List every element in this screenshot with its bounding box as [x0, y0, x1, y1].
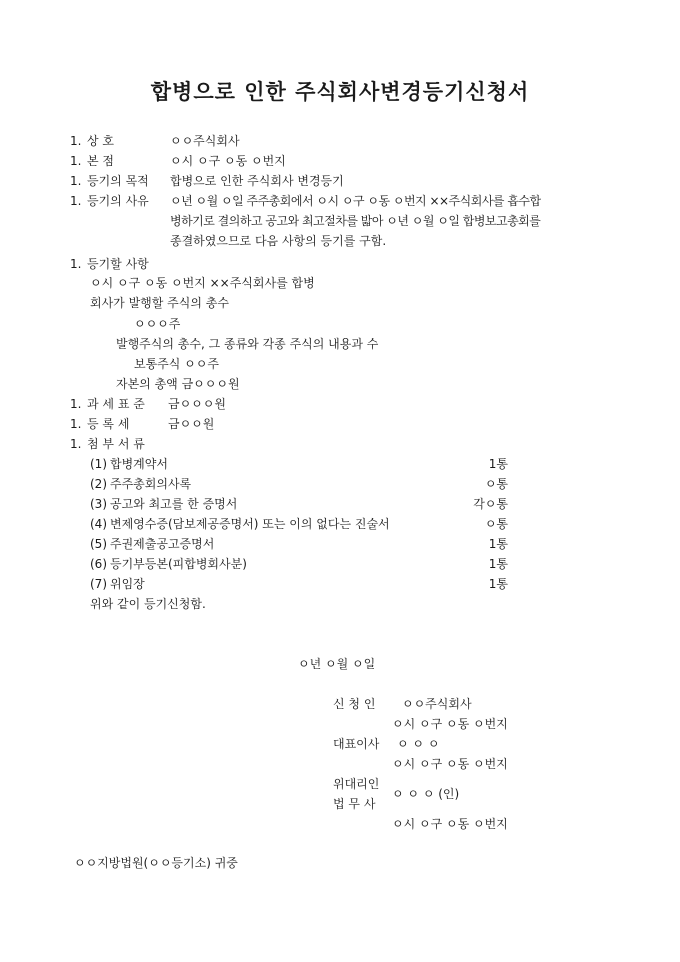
attachment-count: 1통	[488, 457, 508, 471]
attachment-name: 합병계약서	[110, 457, 168, 471]
cause-line: ㅇ년 ㅇ월 ㅇ일 주주총회에서 ㅇ시 ㅇ구 ㅇ동 ㅇ번지 ××주식회사를 흡수합	[170, 194, 541, 208]
matters-line: 발행주식의 총수, 그 종류와 각종 주식의 내용과 수	[116, 337, 379, 351]
attachment-number: (3)	[90, 497, 107, 511]
attachment-name: 위임장	[110, 577, 145, 591]
item-marker: 1.	[70, 257, 82, 271]
trade-name-value: ㅇㅇ주식회사	[170, 134, 240, 148]
purpose-label: 등기의 목적	[87, 174, 149, 188]
attachment-count: ㅇ통	[484, 517, 508, 531]
attachment-name: 등기부등본(피합병회사분)	[110, 557, 247, 571]
application-date: ㅇ년 ㅇ월 ㅇ일	[298, 657, 376, 671]
applicant-name: ㅇㅇ주식회사	[402, 697, 472, 711]
item-marker: 1.	[70, 154, 82, 168]
attachment-number: (6)	[90, 557, 107, 571]
item-marker: 1.	[70, 417, 82, 431]
representative-address: ㅇ시 ㅇ구 ㅇ동 ㅇ번지	[392, 757, 508, 771]
agent-title: 법 무 사	[333, 797, 376, 811]
cause-line: 종결하였으므로 다음 사항의 등기를 구함.	[170, 234, 387, 248]
attachment-name: 변제영수증(담보제공증명서) 또는 이의 없다는 진술서	[110, 517, 390, 531]
agent-address: ㅇ시 ㅇ구 ㅇ동 ㅇ번지	[392, 817, 508, 831]
agent-name: ㅇ ㅇ ㅇ (인)	[392, 787, 460, 801]
attachment-number: (5)	[90, 537, 107, 551]
attachment-number: (2)	[90, 477, 107, 491]
trade-name-label: 상 호	[87, 134, 114, 148]
attachment-name: 공고와 최고를 한 증명서	[110, 497, 238, 511]
attachment-number: (7)	[90, 577, 107, 591]
head-office-value: ㅇ시 ㅇ구 ㅇ동 ㅇ번지	[170, 154, 286, 168]
attachment-count: 1통	[488, 537, 508, 551]
item-marker: 1.	[70, 174, 82, 188]
matters-line: 보통주식 ㅇㅇ주	[134, 357, 219, 371]
registration-tax-label: 등 록 세	[87, 417, 130, 431]
representative-label: 대표이사	[333, 737, 380, 751]
document-title: 합병으로 인한 주식회사변경등기신청서	[150, 80, 530, 104]
attachment-count: 각ㅇ통	[473, 497, 508, 511]
registration-tax-value: 금ㅇㅇ원	[168, 417, 215, 431]
matters-line: ㅇ시 ㅇ구 ㅇ동 ㅇ번지 ××주식회사를 합병	[90, 276, 315, 290]
item-marker: 1.	[70, 134, 82, 148]
item-marker: 1.	[70, 194, 82, 208]
attachment-count: 1통	[488, 557, 508, 571]
tax-base-value: 금ㅇㅇㅇ원	[168, 397, 226, 411]
court-addressee: ㅇㅇ지방법원(ㅇㅇ등기소) 귀중	[74, 856, 238, 870]
cause-label: 등기의 사유	[87, 194, 149, 208]
cause-line: 병하기로 결의하고 공고와 최고절차를 밟아 ㅇ년 ㅇ월 ㅇ일 합병보고총회를	[170, 214, 541, 228]
attachment-number: (4)	[90, 517, 107, 531]
attachment-number: (1)	[90, 457, 107, 471]
representative-name: ㅇ ㅇ ㅇ	[397, 737, 440, 751]
purpose-value: 합병으로 인한 주식회사 변경등기	[170, 174, 344, 188]
head-office-label: 본 점	[87, 154, 114, 168]
closing-statement: 위와 같이 등기신청함.	[90, 597, 206, 611]
attachment-name: 주권제출공고증명서	[110, 537, 215, 551]
matters-line: 회사가 발행할 주식의 총수	[90, 296, 229, 310]
matters-label: 등기할 사항	[87, 257, 149, 271]
matters-line: ㅇㅇㅇ주	[134, 317, 181, 331]
item-marker: 1.	[70, 437, 82, 451]
tax-base-label: 과 세 표 준	[87, 397, 145, 411]
attachments-label: 첨 부 서 류	[87, 437, 145, 451]
agent-label: 위대리인	[333, 777, 380, 791]
attachment-name: 주주총회의사록	[110, 477, 192, 491]
attachment-count: 1통	[488, 577, 508, 591]
item-marker: 1.	[70, 397, 82, 411]
applicant-address: ㅇ시 ㅇ구 ㅇ동 ㅇ번지	[392, 717, 508, 731]
applicant-label: 신 청 인	[333, 697, 376, 711]
attachment-count: ㅇ통	[484, 477, 508, 491]
matters-line: 자본의 총액 금ㅇㅇㅇ원	[116, 377, 240, 391]
